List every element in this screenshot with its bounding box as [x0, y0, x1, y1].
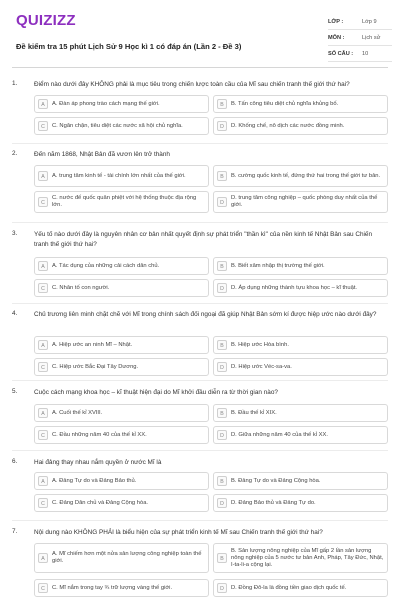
option-letter: D: [217, 430, 227, 440]
option-b[interactable]: [213, 165, 388, 187]
option-a[interactable]: [34, 543, 209, 573]
option-text: C. Hiệp ước Bắc Đại Tây Dương.: [52, 363, 139, 370]
option-text: B. Đảng Tự do và Đảng Cộng hòa.: [231, 477, 321, 484]
meta-value: Lịch sử: [362, 34, 381, 41]
option-c[interactable]: [34, 279, 209, 297]
option-a[interactable]: [34, 404, 209, 422]
question-text: Yếu tố nào dưới đây là nguyên nhân cơ bản nhất quyết định sự phát triển "thần kì" của nền kinh tế Nhật Bản sau Chiến tranh thế giới thứ hai?: [34, 231, 373, 248]
option-text: D. Đảng Bảo thủ và Đảng Tự do.: [231, 499, 316, 506]
question-number: 3.: [12, 230, 18, 237]
question-divider: [12, 520, 388, 521]
option-text: B. Đầu thế kỉ XIX.: [231, 409, 277, 416]
option-b[interactable]: [213, 95, 388, 113]
option-letter: C: [38, 283, 48, 293]
option-b[interactable]: [213, 257, 388, 275]
option-letter: D: [217, 583, 227, 593]
option-b[interactable]: [213, 336, 388, 354]
option-letter: B: [217, 261, 227, 271]
option-letter: A: [38, 340, 48, 350]
question-number: 6.: [12, 458, 18, 465]
question-text: Chủ trương liên minh chặt chẽ với Mĩ trong chính sách đối ngoại đã giúp Nhật Bản sớm kí được hiệp ước nào dưới đây?: [34, 311, 377, 318]
option-text: C. Ngăn chặn, tiêu diệt các nước xã hội chủ nghĩa.: [52, 122, 183, 129]
meta-row-class: [328, 14, 392, 30]
option-letter: C: [38, 362, 48, 372]
option-text: C. Đảng Dân chủ và Đảng Cộng hòa.: [52, 499, 149, 506]
option-letter: A: [38, 408, 48, 418]
option-text: B. cường quốc kinh tế, đứng thứ hai trong thế giới tư bản.: [231, 172, 381, 179]
option-text: A. trung tâm kinh tế - tài chính lớn nhất của thế giới.: [52, 172, 186, 179]
option-letter: D: [217, 121, 227, 131]
option-c[interactable]: [34, 117, 209, 135]
meta-info: [328, 14, 392, 62]
meta-label: SỐ CÂU :: [328, 50, 354, 57]
option-letter: B: [217, 340, 227, 350]
option-a[interactable]: [34, 165, 209, 187]
option-text: A. Hiệp ước an ninh Mĩ – Nhật.: [52, 341, 133, 348]
option-letter: A: [38, 99, 48, 109]
option-text: B. Biết xâm nhập thị trường thế giới.: [231, 262, 325, 269]
meta-row-question-count: [328, 46, 392, 62]
meta-label: LỚP :: [328, 18, 344, 25]
question-number: 2.: [12, 150, 18, 157]
option-letter: B: [217, 171, 227, 181]
option-text: A. Cuối thế kỉ XVIII.: [52, 409, 103, 416]
option-d[interactable]: [213, 579, 388, 597]
option-c[interactable]: [34, 494, 209, 512]
option-d[interactable]: [213, 117, 388, 135]
option-b[interactable]: [213, 472, 388, 490]
question-text: Nội dung nào KHÔNG PHẢI là biểu hiện của sự phát triển kinh tế Mĩ sau Chiến tranh thế giới thứ hai?: [34, 529, 323, 536]
option-text: D. Áp dụng những thành tựu khoa học – kĩ thuật.: [231, 284, 358, 291]
question-number: 7.: [12, 528, 18, 535]
option-d[interactable]: [213, 358, 388, 376]
option-text: C. Nhân tố con người.: [52, 284, 110, 291]
option-text: D. Giữa những năm 40 của thế kỉ XX.: [231, 431, 329, 438]
option-a[interactable]: [34, 472, 209, 490]
question-number: 5.: [12, 388, 18, 395]
option-text: B. Sản lượng nông nghiệp của Mĩ gấp 2 lần sản lượng nông nghiệp của 5 nước tư bản Anh, Pháp, Tây Đức, Nhật, I-ta-li-a cộng lại.: [231, 547, 384, 568]
option-letter: C: [38, 583, 48, 593]
option-text: C. nước đế quốc quân phiệt với hệ thống thuộc địa rộng lớn.: [52, 195, 197, 208]
option-d[interactable]: [213, 191, 388, 213]
option-text: D. trung tâm công nghiệp – quốc phòng duy nhất của thế giới.: [231, 195, 378, 208]
question-divider: [12, 303, 388, 304]
option-letter: B: [217, 99, 227, 109]
meta-label: MÔN :: [328, 34, 345, 41]
meta-row-subject: [328, 30, 392, 46]
option-c[interactable]: [34, 358, 209, 376]
option-letter: D: [217, 498, 227, 508]
question-divider: [12, 380, 388, 381]
quizizz-logo: QUIZIZZ: [16, 12, 76, 29]
option-c[interactable]: [34, 426, 209, 444]
option-text: C. Mĩ nắm trong tay ¾ trữ lượng vàng thế giới.: [52, 584, 173, 591]
question-number: 1.: [12, 80, 18, 87]
option-letter: A: [38, 261, 48, 271]
option-letter: A: [38, 171, 48, 181]
question-text: Cuộc cách mạng khoa học – kĩ thuật hiện đại do Mĩ khởi đầu diễn ra từ thời gian nào?: [34, 389, 278, 396]
header-divider: [12, 67, 388, 68]
option-letter: C: [38, 498, 48, 508]
header: [12, 10, 388, 60]
option-d[interactable]: [213, 426, 388, 444]
option-text: A. Tác dụng của những cải cách dân chủ.: [52, 262, 160, 269]
option-b[interactable]: [213, 404, 388, 422]
option-letter: C: [38, 430, 48, 440]
option-letter: B: [217, 476, 227, 486]
option-text: B. Tấn công tiêu diệt chủ nghĩa khủng bố.: [231, 100, 339, 107]
option-letter: D: [217, 283, 227, 293]
option-text: A. Đàn áp phong trào cách mạng thế giới.: [52, 100, 160, 107]
question-divider: [12, 143, 388, 144]
question-divider: [12, 450, 388, 451]
option-text: C. Đầu những năm 40 của thế kỉ XX.: [52, 431, 147, 438]
option-letter: B: [217, 408, 227, 418]
question-text: Hai đảng thay nhau nắm quyền ở nước Mĩ là: [34, 459, 162, 466]
option-letter: D: [217, 362, 227, 372]
option-letter: A: [38, 553, 48, 563]
question-text: Điểm nào dưới đây KHÔNG phải là mục tiêu trong chiến lược toàn cầu của Mĩ sau chiến tranh thế giới thứ hai?: [34, 81, 350, 88]
option-text: A. Mĩ chiếm hơn một nửa sản lượng công nghiệp toàn thế giới.: [52, 551, 202, 564]
option-text: D. Hiệp ước Véc-sa-va.: [231, 363, 292, 370]
question-text: Đến năm 1868, Nhật Bản đã vươn lên trở thành: [34, 151, 170, 158]
document-title: Đề kiểm tra 15 phút Lịch Sử 9 Học kì 1 có đáp án (Lần 2 - Đề 3): [16, 42, 242, 51]
option-letter: D: [217, 197, 227, 207]
option-a[interactable]: [34, 336, 209, 354]
option-d[interactable]: [213, 279, 388, 297]
option-text: D. Khống chế, nô dịch các nước đồng minh.: [231, 122, 345, 129]
option-d[interactable]: [213, 494, 388, 512]
option-a[interactable]: [34, 95, 209, 113]
option-letter: A: [38, 476, 48, 486]
option-letter: C: [38, 197, 48, 207]
option-letter: B: [217, 553, 227, 563]
meta-value: Lớp 9: [362, 18, 377, 25]
question-divider: [12, 222, 388, 223]
option-letter: C: [38, 121, 48, 131]
option-a[interactable]: [34, 257, 209, 275]
option-c[interactable]: [34, 579, 209, 597]
meta-value: 10: [362, 50, 369, 57]
option-text: A. Đảng Tự do và Đảng Bảo thủ.: [52, 477, 137, 484]
option-text: B. Hiệp ước Hòa bình.: [231, 341, 289, 348]
option-b[interactable]: [213, 543, 388, 573]
question-number: 4.: [12, 310, 18, 317]
option-c[interactable]: [34, 191, 209, 213]
option-text: D. Đồng Đô-la là đồng tiền giao dịch quốc tế.: [231, 584, 347, 591]
